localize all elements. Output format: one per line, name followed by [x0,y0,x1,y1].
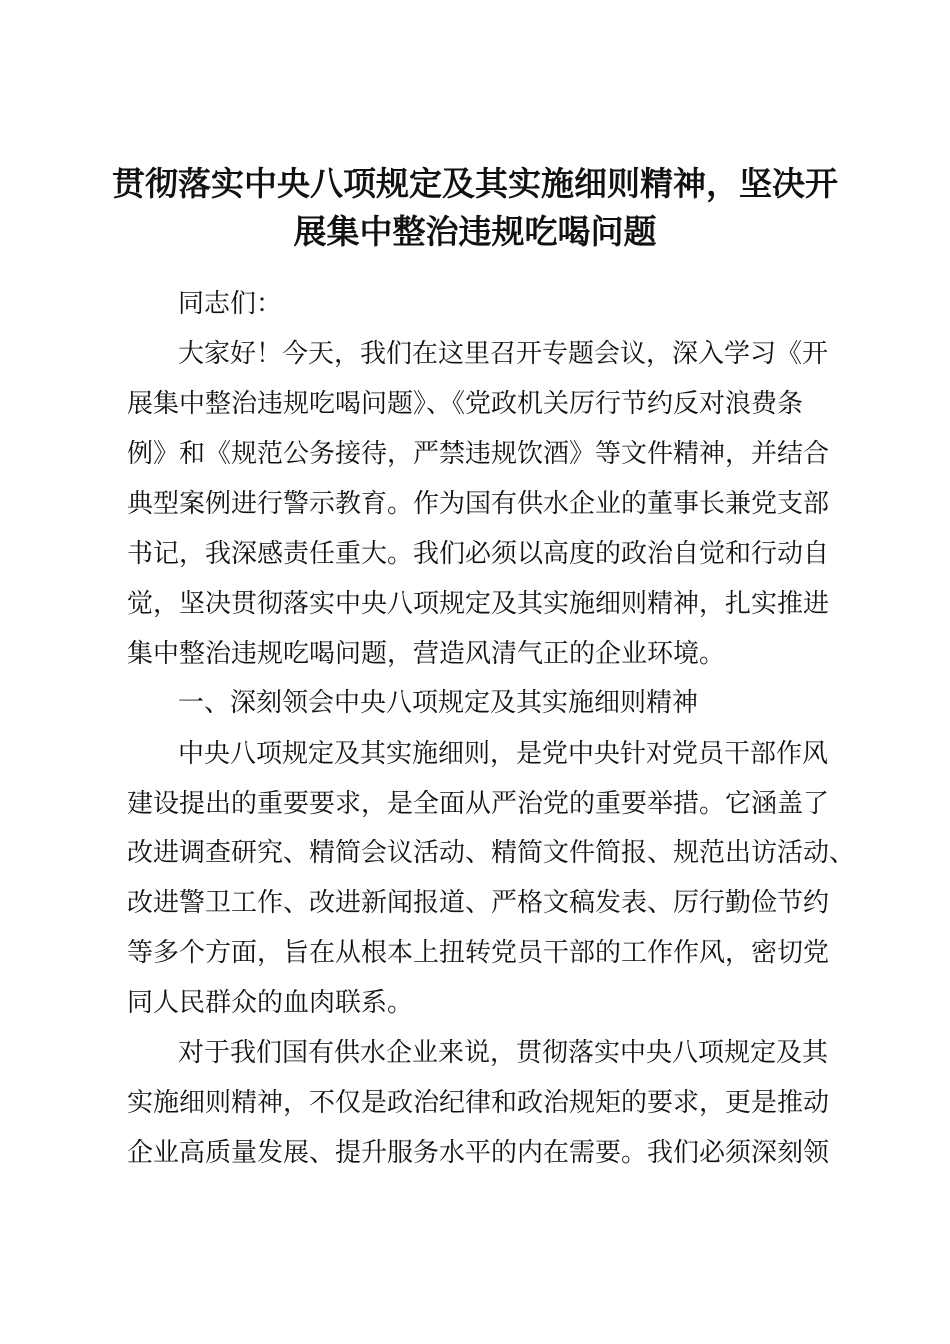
salutation: 同志们： [178,289,283,319]
paragraph-1-line-4: 典型案例进行警示教育。作为国有供水企业的董事长兼党支部 [127,489,830,519]
paragraph-1-line-3: 例》和《规范公务接待，严禁违规饮酒》等文件精神，并结合 [127,439,830,469]
paragraph-1-line-6: 觉，坚决贯彻落实中央八项规定及其实施细则精神，扎实推进 [127,589,830,619]
paragraph-2-line-3: 改进调查研究、精简会议活动、精简文件简报、规范出访活动、 [127,838,856,868]
paragraph-1-line-2: 展集中整治违规吃喝问题》、《党政机关厉行节约反对浪费条 [127,389,804,419]
paragraph-3-line-2: 实施细则精神，不仅是政治纪律和政治规矩的要求，更是推动 [127,1088,830,1118]
paragraph-3-line-1: 对于我们国有供水企业来说，贯彻落实中央八项规定及其 [178,1038,829,1068]
paragraph-2-line-4: 改进警卫工作、改进新闻报道、严格文稿发表、厉行勤俭节约 [127,888,830,918]
paragraph-1-line-1: 大家好！今天，我们在这里召开专题会议，深入学习《开 [178,339,829,369]
paragraph-2-line-5: 等多个方面，旨在从根本上扭转党员干部的工作作风，密切党 [127,938,830,968]
section-heading-1: 一、深刻领会中央八项规定及其实施细则精神 [178,688,699,718]
paragraph-1-line-5: 书记，我深感责任重大。我们必须以高度的政治自觉和行动自 [127,539,830,569]
paragraph-2-line-1: 中央八项规定及其实施细则，是党中央针对党员干部作风 [178,739,829,769]
document-title: 贯彻落实中央八项规定及其实施细则精神，坚决开展集中整治违规吃喝问题 [112,164,838,251]
paragraph-3-line-3: 企业高质量发展、提升服务水平的内在需要。我们必须深刻领 [127,1138,830,1168]
paragraph-2-line-6: 同人民群众的血肉联系。 [127,988,414,1018]
paragraph-1-line-7: 集中整治违规吃喝问题，营造风清气正的企业环境。 [127,639,726,669]
paragraph-2-line-2: 建设提出的重要要求，是全面从严治党的重要举措。它涵盖了 [127,789,830,819]
